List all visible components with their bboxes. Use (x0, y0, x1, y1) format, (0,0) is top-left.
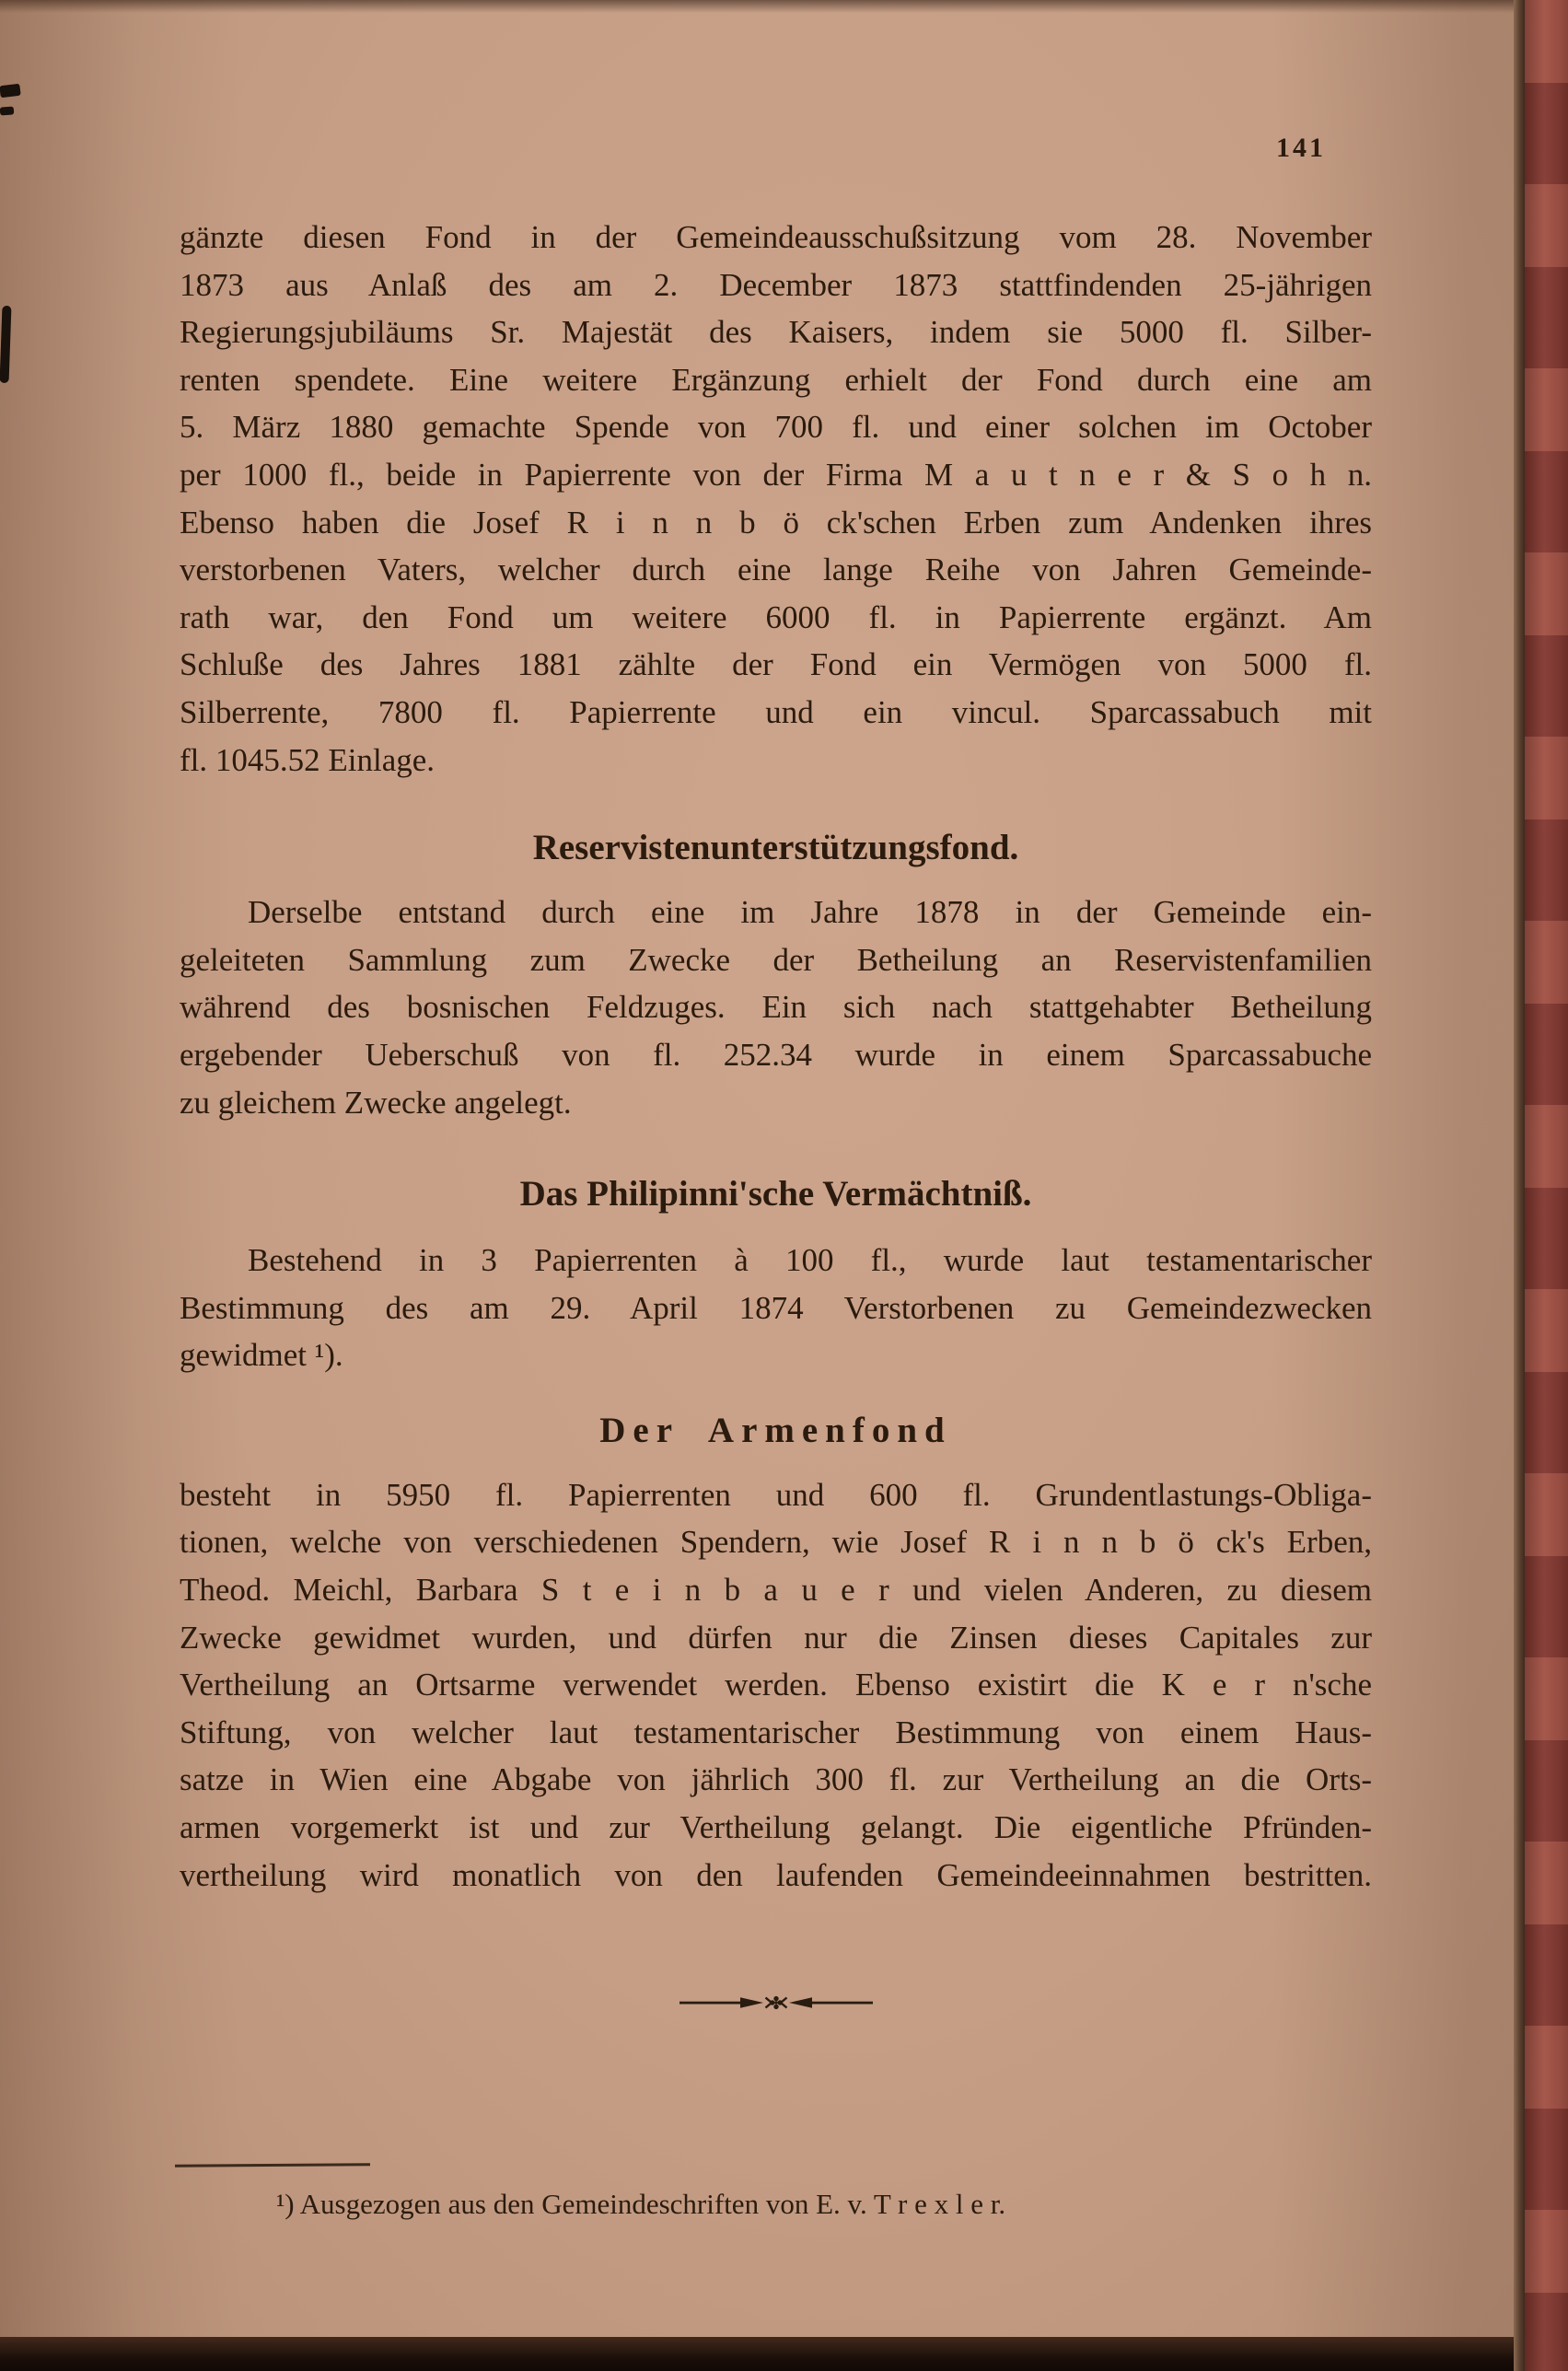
text-line: rath war, den Fond um weitere 6000 fl. in Papierrente ergänzt. Am (180, 599, 1372, 635)
text-line: Silberrente, 7800 fl. Papierrente und ein vincul. Sparcassabuch mit (180, 693, 1372, 730)
text-line: 1873 aus Anlaß des am 2. December 1873 stattfindenden 25-jährigen (180, 266, 1372, 303)
heading-reservistenfond: Reservistenunterstützungsfond. (532, 828, 1019, 868)
text-line: renten spendete. Eine weitere Ergänzung erhielt der Fond durch eine am (180, 361, 1372, 398)
heading-philipinni-vermaechtniss: Das Philipinni'sche Vermächtniß. (519, 1174, 1032, 1215)
binding-mark (0, 306, 11, 383)
text-line: fl. 1045.52 Einlage. (180, 741, 436, 778)
text-line: Regierungsjubiläums Sr. Majestät des Kaisers, indem sie 5000 fl. Silber- (180, 314, 1372, 351)
heading-armenfond: Der Armenfond (599, 1410, 952, 1450)
text-line: Bestehend in 3 Papierrenten à 100 fl., wurde laut testamentarischer (248, 1242, 1372, 1279)
text-line: armen vorgemerkt ist und zur Vertheilung gelangt. Die eigentliche Pfründen- (180, 1809, 1372, 1846)
page-fold-shadow (1514, 0, 1525, 2371)
book-cover-edge (1525, 0, 1568, 2371)
text-line: Stiftung, von welcher laut testamentarischer Bestimmung von einem Haus- (180, 1714, 1372, 1750)
text-line: verstorbenen Vaters, welcher durch eine lange Reihe von Jahren Gemeinde- (180, 552, 1372, 588)
page-number: 141 (1276, 133, 1326, 163)
text-line: per 1000 fl., beide in Papierrente von der Firma M a u t n e r & S o h n. (180, 456, 1372, 493)
text-line: Schluße des Jahres 1881 zählte der Fond ein Vermögen von 5000 fl. (180, 646, 1372, 683)
text-line: ergebender Ueberschuß von fl. 252.34 wurde in einem Sparcassabuche (180, 1036, 1372, 1073)
text-line: gänzte diesen Fond in der Gemeindeausschußsitzung vom 28. November (180, 219, 1372, 255)
text-line: Derselbe entstand durch eine im Jahre 1878 in der Gemeinde ein- (248, 894, 1372, 931)
binding-mark (0, 106, 14, 115)
text-block (180, 214, 1372, 2015)
section-divider (180, 1991, 1372, 2015)
paragraph-armenfond (180, 1471, 1372, 1899)
footnote-rule (175, 2163, 370, 2167)
text-line: besteht in 5950 fl. Papierrenten und 600 fl. Grundentlastungs-Obliga- (180, 1476, 1372, 1513)
text-line: tionen, welche von verschiedenen Spendern, wie Josef R i n n b ö ck's Erben, (180, 1524, 1372, 1561)
text-line: zu gleichem Zwecke angelegt. (180, 1084, 572, 1121)
text-line: geleiteten Sammlung zum Zwecke der Betheilung an Reservistenfamilien (180, 941, 1372, 978)
text-line: Zwecke gewidmet wurden, und dürfen nur die Zinsen dieses Capitales zur (180, 1619, 1372, 1656)
text-line: Ebenso haben die Josef R i n n b ö ck'schen Erben zum Andenken ihres (180, 504, 1372, 540)
text-line: gewidmet ¹). (180, 1337, 343, 1374)
paragraph-reservistenfond (180, 889, 1372, 1126)
text-line: Vertheilung an Ortsarme verwendet werden. Ebenso existirt die K e r n'sche (180, 1667, 1372, 1703)
text-line: satze in Wien eine Abgabe von jährlich 300 fl. zur Vertheilung an die Orts- (180, 1761, 1372, 1798)
arrow-rosette-divider-icon (679, 1991, 873, 2015)
text-line: Bestimmung des am 29. April 1874 Verstorbenen zu Gemeindezwecken (180, 1289, 1372, 1326)
text-line: Theod. Meichl, Barbara S t e i n b a u e r und vielen Anderen, zu diesem (180, 1572, 1372, 1609)
footnote-text: ¹) Ausgezogen aus den Gemeindeschriften von E. v. T r e x l e r. (276, 2188, 1006, 2220)
text-line: 5. März 1880 gemachte Spende von 700 fl. und einer solchen im October (180, 409, 1372, 446)
text-line: während des bosnischen Feldzuges. Ein sich nach stattgehabter Betheilung (180, 989, 1372, 1026)
paragraph-fond-continuation (180, 214, 1372, 784)
text-line: vertheilung wird monatlich von den laufenden Gemeindeeinnahmen bestritten. (180, 1856, 1372, 1893)
paragraph-philipinni (180, 1237, 1372, 1379)
book-bottom-edge (0, 2337, 1525, 2371)
binding-mark (0, 84, 21, 99)
